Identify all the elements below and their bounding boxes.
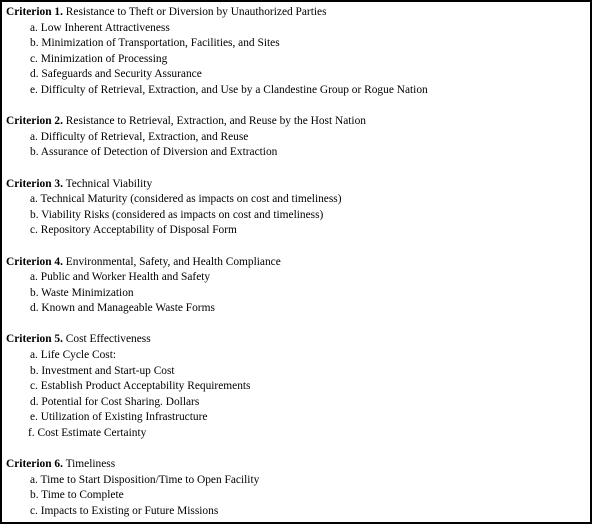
- criterion-item: c. Minimization of Processing: [30, 52, 168, 65]
- criterion-label: Criterion 2.: [6, 115, 63, 128]
- criterion-title: Timeliness: [62, 458, 116, 471]
- criterion-title: Cost Effectiveness: [62, 333, 151, 346]
- criterion-item: a. Time to Start Disposition/Time to Open Facility: [30, 473, 260, 486]
- criterion-title: Resistance to Retrieval, Extraction, and Reuse by the Host Nation: [62, 115, 366, 128]
- spacer: [2, 317, 590, 333]
- criterion-4: [6, 255, 590, 317]
- criterion-item: a. Technical Maturity (considered as impacts on cost and timeliness): [30, 193, 342, 206]
- criterion-item: c. Repository Acceptability of Disposal Form: [30, 224, 237, 237]
- criterion-item: a. Difficulty of Retrieval, Extraction, and Reuse: [30, 130, 249, 143]
- criterion-item: d. Potential for Cost Sharing. Dollars: [30, 395, 200, 408]
- criterion-label: Criterion 1.: [6, 6, 63, 18]
- criterion-item: b. Time to Complete: [30, 489, 124, 502]
- criterion-3: [6, 177, 590, 239]
- criterion-item: e. Utilization of Existing Infrastructure: [30, 411, 208, 424]
- criterion-heading: [6, 255, 590, 271]
- criterion-heading: [6, 457, 590, 473]
- spacer: [2, 239, 590, 255]
- criterion-item: b. Minimization of Transportation, Facilities, and Sites: [30, 37, 280, 50]
- criterion-item: b. Viability Risks (considered as impacts on cost and timeliness): [30, 208, 324, 221]
- criterion-heading: [6, 114, 590, 130]
- criterion-item: a. Life Cycle Cost:: [30, 349, 117, 362]
- criterion-item: f. Cost Estimate Certainty: [28, 427, 147, 440]
- spacer: [2, 99, 590, 115]
- criterion-5: [6, 332, 590, 441]
- criterion-item: b. Investment and Start-up Cost: [30, 364, 175, 377]
- criterion-title: Resistance to Theft or Diversion by Unauthorized Parties: [62, 6, 327, 18]
- criterion-label: Criterion 5.: [6, 333, 63, 346]
- criterion-6: [6, 457, 590, 519]
- criterion-item: b. Waste Minimization: [30, 286, 134, 299]
- criterion-title: Environmental, Safety, and Health Compliance: [62, 255, 281, 268]
- criterion-item: e. Difficulty of Retrieval, Extraction, and Use by a Clandestine Group or Rogue Nation: [30, 83, 428, 96]
- criterion-item: b. Assurance of Detection of Diversion and Extraction: [30, 146, 278, 159]
- criterion-label: Criterion 3.: [6, 177, 63, 190]
- criterion-1: [6, 5, 590, 99]
- criterion-label: Criterion 6.: [6, 458, 63, 471]
- spacer: [2, 161, 590, 177]
- criterion-heading: [6, 5, 590, 21]
- spacer: [2, 442, 590, 458]
- criterion-item: a. Public and Worker Health and Safety: [30, 271, 211, 284]
- criterion-item: c. Establish Product Acceptability Requirements: [30, 380, 251, 393]
- criterion-2: [6, 114, 590, 161]
- criterion-item: d. Known and Manageable Waste Forms: [30, 302, 215, 315]
- criterion-item: a. Low Inherent Attractiveness: [30, 21, 170, 34]
- criterion-label: Criterion 4.: [6, 255, 63, 268]
- criterion-item: d. Safeguards and Security Assurance: [30, 68, 202, 81]
- criterion-title: Technical Viability: [62, 177, 153, 190]
- criterion-heading: [6, 332, 590, 348]
- criterion-item: c. Impacts to Existing or Future Missions: [30, 505, 219, 517]
- criterion-heading: [6, 177, 590, 193]
